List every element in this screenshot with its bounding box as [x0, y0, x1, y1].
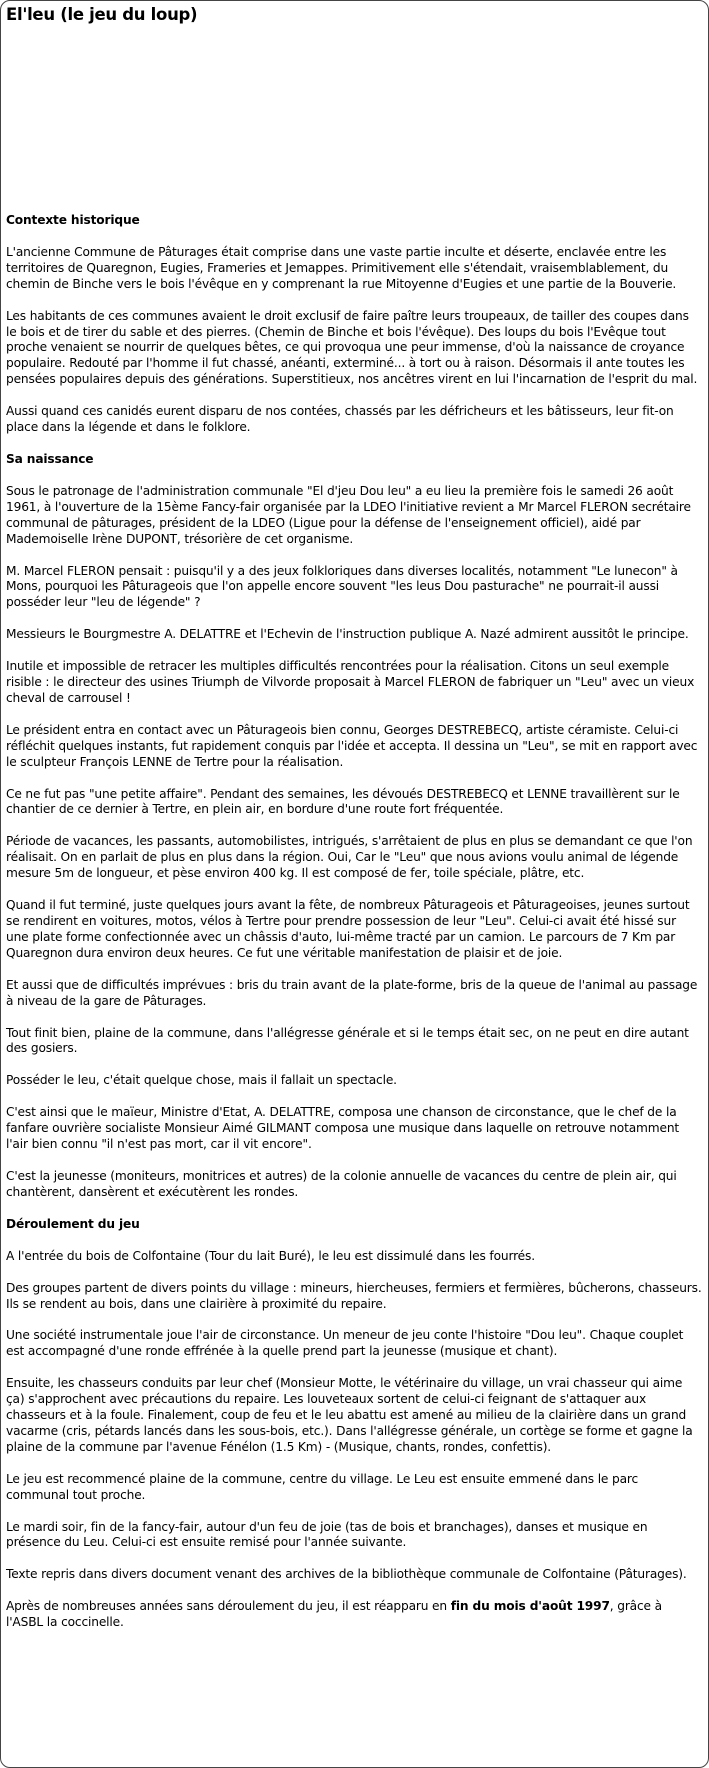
- closing-text-before: Après de nombreuses années sans déroulement du jeu, il est réapparu en: [6, 1599, 451, 1614]
- paragraph: A l'entrée du bois de Colfontaine (Tour du lait Buré), le leu est dissimulé dans les fourrés.: [6, 1248, 535, 1263]
- section-heading-naissance: Sa naissance: [6, 451, 94, 466]
- paragraph: Le jeu est recommencé plaine de la commune, centre du village. Le Leu est ensuite emmené dans le parc communal tout proche.: [6, 1471, 639, 1502]
- paragraph: Les habitants de ces communes avaient le droit exclusif de faire paître leurs troupeaux, de tailler des coupes dans le bois et de tirer du sable et des pierres. (Chemin de Binche et bois l'évêque). Des loups du bois l'Evêque tout proche venaient se nourrir de quelques bêtes, ce qui provoqua une peur immense, d'où la naissance de croyance populaire. Redouté par l'homme il fut chassé, anéanti, exterminé... à tort ou à raison. Désormais il ante toutes les pensées populaires depuis des générations. Superstitieux, nos ancêtres virent en lui l'incarnation de l'esprit du mal.: [6, 308, 698, 387]
- section-heading-deroulement: Déroulement du jeu: [6, 1216, 140, 1231]
- closing-paragraph: [6, 1599, 702, 1631]
- section-heading-contexte: Contexte historique: [6, 213, 140, 227]
- paragraph: Des groupes partent de divers points du village : mineurs, hiercheuses, fermiers et fermières, bûcherons, chasseurs. Ils se rendent au bois, dans une clairière à proximité du repaire.: [6, 1280, 702, 1311]
- closing-date-highlight: fin du mois d'août 1997: [450, 1599, 610, 1614]
- paragraph: Sous le patronage de l'administration communale "El d'jeu Dou leu" a eu lieu la première fois le samedi 26 août 1961, à l'ouverture de la 15ème Fancy-fair organisée par la LDEO l'initiative revient a Mr Marcel FLERON secrétaire communal de pâturages, président de la LDEO (Ligue pour la défense de l'enseignement officiel), aidé par Mademoiselle Irène DUPONT, trésorière de cet organisme.: [6, 483, 691, 546]
- paragraph: Le mardi soir, fin de la fancy-fair, autour d'un feu de joie (tas de bois et branchages), danses et musique en présence du Leu. Celui-ci est ensuite remisé pour l'année suivante.: [6, 1519, 648, 1550]
- paragraph: C'est la jeunesse (moniteurs, monitrices et autres) de la colonie annuelle de vacances du centre de plein air, qui chantèrent, dansèrent et exécutèrent les rondes.: [6, 1168, 677, 1199]
- paragraph: Le président entra en contact avec un Pâturageois bien connu, Georges DESTREBECQ, artiste céramiste. Celui-ci réfléchit quelques instants, fut rapidement conquis par l'idée et accepta. Il dessina un "Leu", se mit en rapport avec le sculpteur François LENNE de Tertre pour la réalisation.: [6, 722, 698, 769]
- paragraph: Ensuite, les chasseurs conduits par leur chef (Monsieur Motte, le vétérinaire du village, un vrai chasseur qui aime ça) s'approchent avec précautions du repaire. Les louveteaux sortent de celui-ci feignant de s'attaquer aux chasseurs et à la foule. Finalement, coup de feu et le leu abattu est amené au milieu de la clairière dans un grand vacarme (cris, pétards lancés dans les sous-bois, etc.). Dans l'allégresse générale, un cortège se forme et gagne la plaine de la commune par l'avenue Fénélon (1.5 Km) - (Musique, chants, rondes, confettis).: [6, 1376, 693, 1454]
- paragraph: C'est ainsi que le maïeur, Ministre d'Etat, A. DELATTRE, composa une chanson de circonstance, que le chef de la fanfare ouvrière socialiste Monsieur Aimé GILMANT composa une musique dans laquelle on retrouve notamment l'air bien connu "il n'est pas mort, car il vit encore".: [6, 1105, 680, 1152]
- image-placeholder: [6, 25, 702, 213]
- paragraph: Quand il fut terminé, juste quelques jours avant la fête, de nombreux Pâturageois et Pâturageoises, jeunes surtout se rendirent en voitures, motos, vélos à Tertre pour prendre possession de leur "Leu". Celui-ci avait été hissé sur une plate forme confectionnée avec un châssis d'auto, lui-même tracté par un camion. Le parcours de 7 Km par Quaregnon dura environ deux heures. Ce fut une véritable manifestation de plaisir et de joie.: [6, 898, 690, 960]
- paragraph: Tout finit bien, plaine de la commune, dans l'allégresse générale et si le temps était sec, on ne peut en dire autant des gosiers.: [6, 1025, 689, 1056]
- paragraph: Période de vacances, les passants, automobilistes, intrigués, s'arrêtaient de plus en plus se demandant ce que l'on réalisait. On en parlait de plus en plus dans la région. Oui, Car le "Leu" que nous avions voulu animal de légende mesure 5m de longueur, et pèse environ 400 kg. Il est composé de fer, toile spéciale, plâtre, etc.: [6, 834, 693, 881]
- paragraph: L'ancienne Commune de Pâturages était comprise dans une vaste partie inculte et déserte, enclavée entre les territoires de Quaregnon, Eugies, Frameries et Jemappes. Primitivement elle s'étendait, vraisemblablement, du chemin de Binche vers le bois l'évêque en y comprenant la rue Mitoyenne d'Eugies et une partie de la Bouverie.: [6, 244, 677, 291]
- paragraph: Et aussi que de difficultés imprévues : bris du train avant de la plate-forme, bris de la queue de l'animal au passage à niveau de la gare de Pâturages.: [6, 977, 698, 1008]
- paragraph: Ce ne fut pas "une petite affaire". Pendant des semaines, les dévoués DESTREBECQ et LENNE travaillèrent sur le chantier de ce dernier à Tertre, en plein air, en bordure d'une route fort fréquentée.: [6, 786, 680, 817]
- closing-text-after: , grâce à l'ASBL la coccinelle.: [6, 1599, 662, 1630]
- paragraph: Messieurs le Bourgmestre A. DELATTRE et l'Echevin de l'instruction publique A. Nazé admirent aussitôt le principe.: [6, 627, 689, 642]
- article-content: [1, 1, 708, 1631]
- paragraph: Aussi quand ces canidés eurent disparu de nos contées, chassés par les défricheurs et les bâtisseurs, leur fit-on place dans la légende et dans le folklore.: [6, 404, 674, 435]
- paragraph: Texte repris dans divers document venant des archives de la bibliothèque communale de Colfontaine (Pâturages).: [6, 1567, 687, 1582]
- page-title: El'leu (le jeu du loup): [6, 5, 198, 24]
- paragraph: Posséder le leu, c'était quelque chose, mais il fallait un spectacle.: [6, 1073, 397, 1088]
- paragraph: M. Marcel FLERON pensait : puisqu'il y a des jeux folkloriques dans diverses localités, notamment "Le lunecon" à Mons, pourquoi les Pâturageois que l'on appelle encore souvent "les leus Dou pasturache" ne pourrait-il aussi posséder leur "leu de légende" ?: [6, 563, 678, 610]
- paragraph: Une société instrumentale joue l'air de circonstance. Un meneur de jeu conte l'histoire "Dou leu". Chaque couplet est accompagné d'une ronde effrénée à la quelle prend part la jeunesse (musique et chant).: [6, 1328, 684, 1359]
- paragraph: Inutile et impossible de retracer les multiples difficultés rencontrées pour la réalisation. Citons un seul exemple risible : le directeur des usines Triumph de Vilvorde proposait à Marcel FLERON de fabriquer un "Leu" avec un vieux cheval de carrousel !: [6, 659, 695, 705]
